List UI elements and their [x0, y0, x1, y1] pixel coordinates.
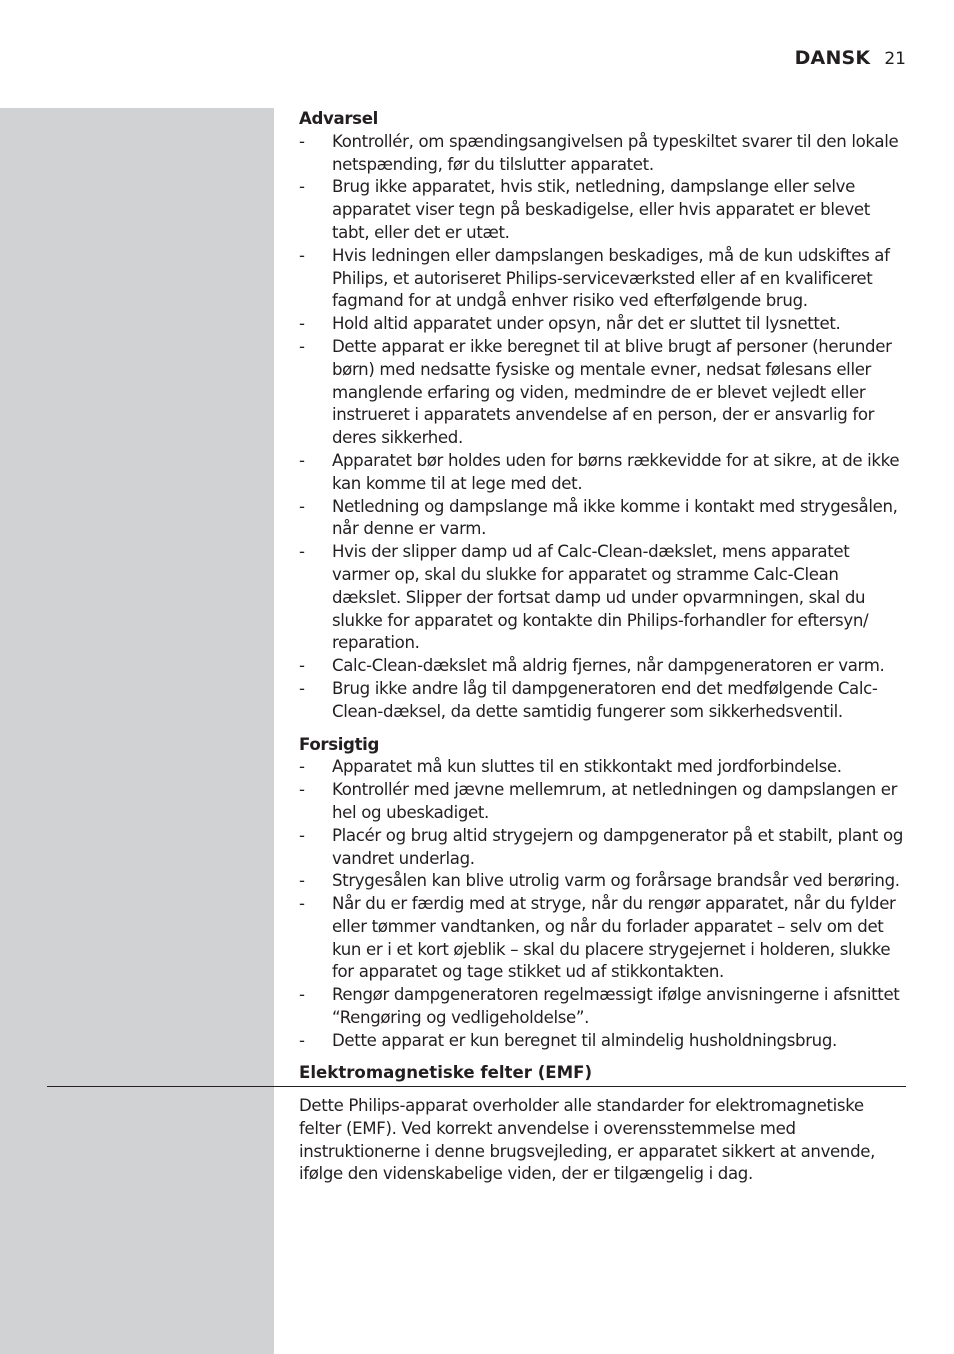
section-heading-advarsel: Advarsel	[299, 109, 378, 128]
bullet-dash: -	[299, 336, 305, 356]
page-header	[795, 47, 906, 69]
bullet-dash: -	[299, 825, 305, 845]
bullet-dash: -	[299, 131, 305, 151]
bullet-dash: -	[299, 177, 305, 197]
list-item: - Rengør dampgeneratoren regelmæssigt ifølge anvisningerne i afsnittet “Rengøring og vedligeholdelse”.	[299, 985, 900, 1028]
list-item: - Dette apparat er kun beregnet til almindelig husholdningsbrug.	[299, 1030, 907, 1053]
bullet-dash: -	[299, 678, 305, 698]
list-item: - Når du er færdig med at stryge, når du rengør apparatet, når du fylder eller tømmer vandtanken, og når du forlader apparatet – selv om det kun er i et kort øjeblik – skal du placere strygejernet i holderen, slukke for apparatet og tage stikket ud af stikkontakten.	[299, 894, 896, 982]
bullet-dash: -	[299, 542, 305, 562]
bullet-dash: -	[299, 1030, 305, 1050]
bullet-dash: -	[299, 894, 305, 914]
emf-paragraph: Dette Philips-apparat overholder alle standarder for elektromagnetiske felter (EMF). Ved korrekt anvendelse i overensstemmelse med instruktionerne i denne brugsvejleding, er apparatet sikkert at anvende, ifølge den videnskabelige viden, der er tilgængelig i dag.	[299, 1096, 876, 1184]
list-item: - Calc-Clean-dækslet må aldrig fjernes, når dampgeneratoren er varm.	[299, 655, 907, 678]
list-item: - Brug ikke apparatet, hvis stik, netledning, dampslange eller selve apparatet viser tegn på beskadigelse, eller hvis apparatet er blevet tabt, eller det er utæt.	[299, 177, 870, 242]
section-heading-emf: Elektromagnetiske felter (EMF)	[299, 1063, 593, 1082]
list-item: - Dette apparat er ikke beregnet til at blive brugt af personer (herunder børn) med nedsatte fysiske og mentale evner, nedsat følesans eller manglende erfaring og viden, medmindre de er blevet vejledt eller instrueret i apparatets anvendelse af en person, der er ansvarlig for deres sikkerhed.	[299, 336, 892, 448]
bullet-dash: -	[299, 656, 305, 676]
advarsel-list	[299, 131, 907, 724]
list-item: - Kontrollér, om spændingsangivelsen på typeskiltet svarer til den lokale netspænding, før du tilslutter apparatet.	[299, 131, 899, 174]
forsigtig-list	[299, 756, 907, 1052]
list-item: - Apparatet må kun sluttes til en stikkontakt med jordforbindelse.	[299, 756, 907, 779]
section-heading-forsigtig: Forsigtig	[299, 734, 380, 754]
main-content	[299, 108, 907, 1053]
list-item: - Hvis der slipper damp ud af Calc-Clean-dækslet, mens apparatet varmer op, skal du slukke for apparatet og stramme Calc-Clean dækslet. Slipper der fortsat damp ud under opvarmningen, skal du slukke for apparatet og kontakte din Philips-forhandler for eftersyn/ reparation.	[299, 542, 869, 653]
bullet-dash: -	[299, 450, 305, 470]
list-item: - Kontrollér med jævne mellemrum, at netledningen og dampslangen er hel og ubeskadiget.	[299, 780, 898, 822]
list-item: - Strygesålen kan blive utrolig varm og forårsage brandsår ved berøring.	[299, 870, 907, 893]
section-gap	[299, 724, 907, 734]
page-number: 21	[884, 49, 906, 69]
section-divider	[47, 1086, 906, 1087]
bullet-dash: -	[299, 780, 305, 800]
bullet-dash: -	[299, 496, 305, 516]
list-item: - Hold altid apparatet under opsyn, når det er sluttet til lysnettet.	[299, 313, 907, 336]
bullet-dash: -	[299, 757, 305, 777]
list-item: - Placér og brug altid strygejern og dampgenerator på et stabilt, plant og vandret underlag.	[299, 825, 904, 868]
list-item: - Brug ikke andre låg til dampgeneratoren end det medfølgende Calc-Clean-dæksel, da dette samtidig fungerer som sikkerhedsventil.	[299, 678, 878, 721]
bullet-dash: -	[299, 245, 305, 265]
bullet-dash: -	[299, 985, 305, 1005]
bullet-dash: -	[299, 314, 305, 334]
grey-margin-panel	[0, 108, 274, 1354]
list-item: - Netledning og dampslange må ikke komme i kontakt med strygesålen, når denne er varm.	[299, 496, 898, 539]
language-label: DANSK	[794, 47, 871, 69]
list-item: - Apparatet bør holdes uden for børns rækkevidde for at sikre, at de ikke kan komme til at lege med det.	[299, 450, 900, 493]
list-item: - Hvis ledningen eller dampslangen beskadiges, må de kun udskiftes af Philips, et autoriseret Philips-serviceværksted eller af en kvalificeret fagmand for at undgå enhver risiko ved efterfølgende brug.	[299, 245, 890, 311]
bullet-dash: -	[299, 871, 305, 891]
